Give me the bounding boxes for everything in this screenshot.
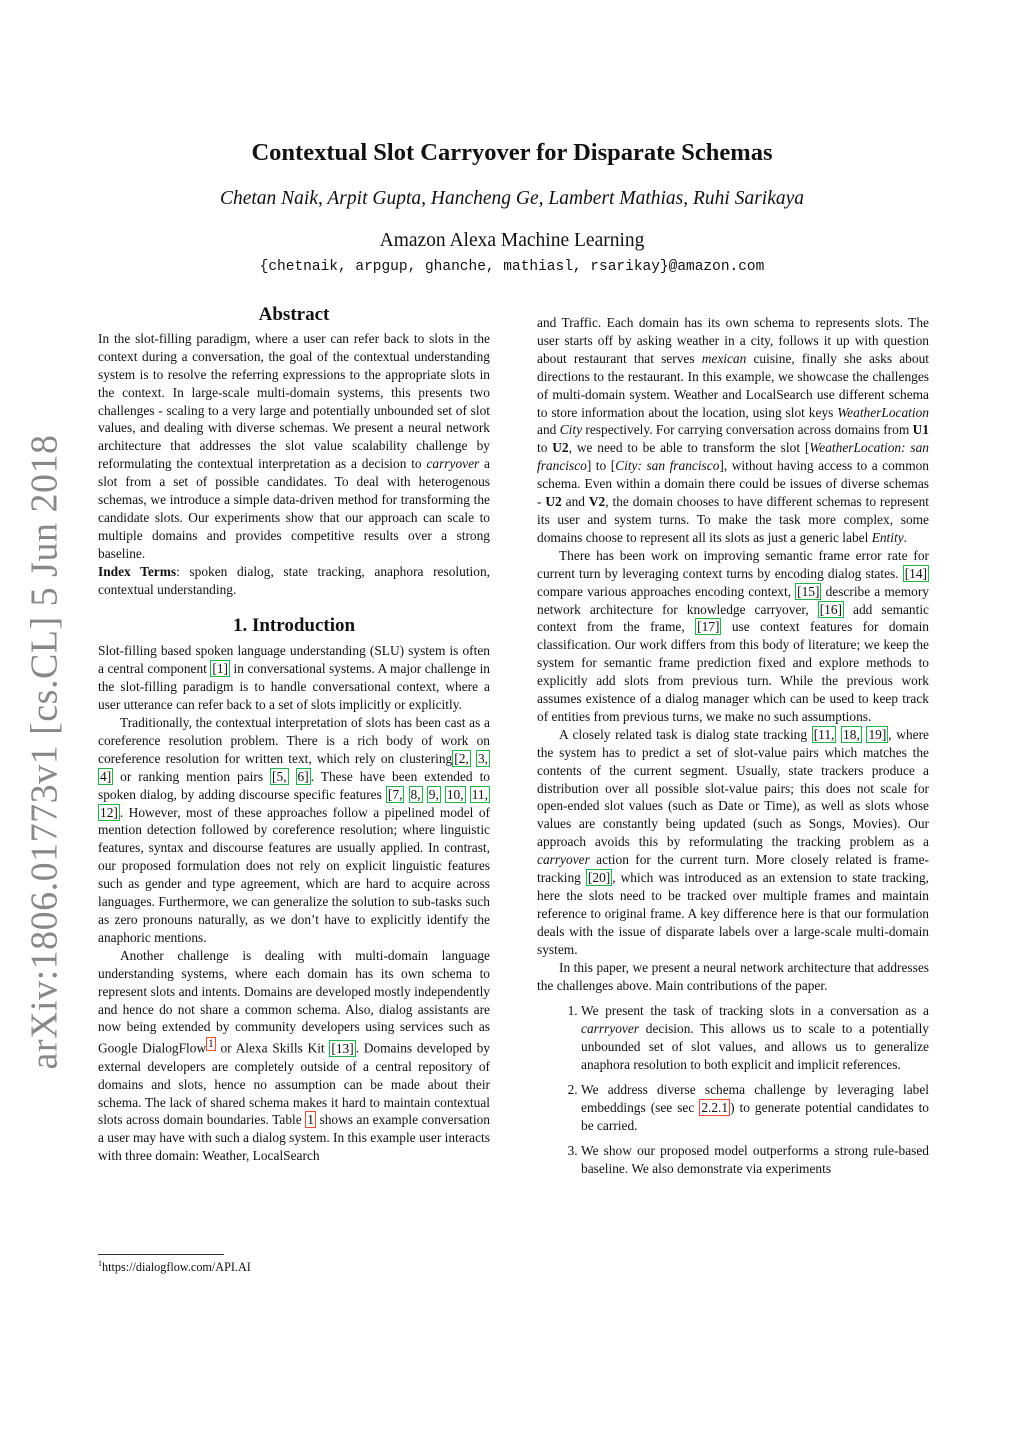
intro-paragraph-5: There has been work on improving semantic frame error rate for current turn by leveraging context turns by encoding dialog states. [14] compare various approaches encoding context, [15] describe a memory network architecture for knowledge carryover, [16] add semantic context from the frame, [17] use context features for domain classification. Our work differs from this body of literature; we keep the system for semantic frame prediction fixed and explore methods to explicitly add slots from previous turn. While the previous work assumes existence of a dialog manager which can be used to keep track of entities from previous turns, we make no such assumptions. (537, 547, 930, 724)
left-column (98, 306, 490, 1165)
citation-link[interactable]: 6] (297, 768, 309, 784)
citation-link[interactable]: [20] (587, 870, 611, 886)
intro-paragraph-6: A closely related task is dialog state tracking [11, 18, 19] , where the system has to predict a set of slot-value pairs which matches the contents of the current segment. Usually, state trackers produce a distribution over all possible slot-value pairs; this does not scale for open-ended slot values (such as Date or Time), as well as slots whose values are constantly being updated (such as Songs, Movies). Our approach avoids this by reformulating the tracking problem as a carryover action for the current turn. More closely related is frame-tracking [20] , which was introduced as an extension to state tracking, here the slots need to be tracked over multiple frames and maintain reference to original frame. A key difference here is that our formulation deals with the issue of disparate labels over a large-scale multi-domain system. (537, 726, 929, 957)
citation-link[interactable]: [14] (904, 565, 927, 581)
citation-link[interactable]: 3, (477, 750, 488, 766)
list-item: 1. We present the task of tracking slots in a conversation as a carrryover decision. This allows us to scale to a potentially unbounded set of slot values, and allows us to generalize anaphora resolution to both explicit and implicit references. (581, 1002, 929, 1074)
citation-link[interactable]: 10, (446, 786, 464, 802)
list-item: 2. We address diverse schema challenge by leveraging label embeddings (see sec 2.2.1 ) to generate potential candidates to be carried. (581, 1081, 929, 1135)
introduction-heading: 1. Introduction (232, 614, 356, 636)
intro-paragraph-7: In this paper, we present a neural network architecture that addresses the challenges above. Main contributions of the paper. (537, 959, 929, 993)
citation-link[interactable]: 9, (428, 786, 439, 802)
citation-link[interactable]: 19] (868, 726, 887, 742)
citation-link[interactable]: [11, (813, 726, 835, 742)
intro-paragraph-3: Another challenge is dealing with multi-domain language understanding systems, where each domain has its own schema to represent slots and intents. Domains are developed mostly independently and hence do not share a common schema. Also, dialog assistants are now being extended by community developers using services such as Google DialogFlow $^1$ or Alexa Skills Kit [13] . Domains developed by external developers are completely outside of a central repository of domains and slots, hence no assumption can be made about their schema. The lack of shared schema makes it hard to maintain contextual slots across domain boundaries. Table 1 shows an example conversation a user may have with such a dialog system. In this example user interacts with three domain: Weather, LocalSearch (98, 947, 490, 1164)
index-terms: Index Terms: spoken dialog, state tracking, anaphora resolution, contextual understanding. (98, 563, 490, 597)
citation-link[interactable]: [13] (331, 1040, 354, 1056)
affiliation: Amazon Alexa Machine Learning (379, 230, 645, 251)
footnote (98, 1254, 490, 1275)
arxiv-stamp-text: arXiv:1806.01773v1 [cs.CL] 5 Jun 2018 (23, 434, 66, 1070)
paper-title: Contextual Slot Carryover for Disparate Schemas (251, 139, 773, 166)
footnote-rule (98, 1254, 224, 1255)
contributions-list (537, 1002, 929, 1177)
footnote-text: https://dialogflow.com/API.AI (102, 1260, 251, 1275)
footnote-link[interactable]: 1 (208, 1038, 214, 1051)
author-list: Chetan Naik, Arpit Gupta, Hancheng Ge, Lambert Mathias, Ruhi Sarikaya (219, 188, 805, 209)
list-item: 3. We show our proposed model outperforms a strong rule-based baseline. We also demonstrate via experiments (581, 1142, 929, 1178)
right-column (537, 314, 929, 1185)
citation-link[interactable]: [2, (454, 750, 469, 766)
intro-paragraph-4: and Traffic. Each domain has its own schema to represents slots. The user starts off by asking weather in a city, follows it up with question about restaurant that serves mexican cuisine, finally she asks about directions to the restaurant. In this example, we showcase the challenges of multi-domain system. Weather and LocalSearch use different schema to store information about the location, using slot keys WeatherLocation and City respectively. For carrying conversation across domains from U1 to U2, we need to be able to transform the slot [WeatherLocation: san francisco] to [City: san francisco], without having access to a common schema. Even within a domain there could be issues of diverse schemas - U2 and V2, the domain chooses to have different schemas to represent its user and system turns. To make the task more complex, some domains choose to represent all its slots as just a generic label Entity. (537, 315, 929, 545)
intro-paragraph-1: Slot-filling based spoken language understanding (SLU) system is often a central component [1] in conversational systems. A major challenge in the slot-filling paradigm is to handle conversational context, where a user utterance can refer back to a set of slots implicitly or explicitly. (98, 643, 490, 713)
citation-link[interactable]: [7, (387, 786, 403, 802)
arxiv-stamp (4, 434, 84, 1070)
citation-link[interactable]: 12] (100, 804, 118, 820)
citation-link[interactable]: 8, (410, 786, 421, 802)
abstract-body: In the slot-filling paradigm, where a user can refer back to slots in the context during a conversation, the goal of the contextual understanding system is to resolve the referring expressions to the appropriate slots in the context. In large-scale multi-domain systems, this presents two challenges - scaling to a very large and potentially unbounded set of slot values, and dealing with diverse schemas. We present a neural network architecture that addresses the slot value scalability challenge by reformulating the contextual interpretation as a decision to carryover a slot from a set of possible candidates. To deal with heterogenous schemas, we introduce a simple data-driven method for transforming the candidate slots. Our experiments show that our approach can scale to multiple domains and provides competitive results over a strong baseline. (98, 330, 490, 561)
citation-link[interactable]: [15] (797, 583, 820, 599)
citation-link[interactable]: [17] (697, 619, 720, 635)
author-emails: {chetnaik, arpgup, ghanche, mathiasl, rsarikay}@amazon.com (259, 259, 765, 275)
footnote-mark: 1 (98, 1259, 102, 1268)
citation-link[interactable]: [16] (819, 601, 843, 617)
citation-link[interactable]: [1] (212, 661, 229, 677)
intro-paragraph-2: Traditionally, the contextual interpretation of slots has been cast as a coreference resolution problem. There is a rich body of work on coreference resolution for written text, which rely on clustering [2, 3, 4] or ranking mention pairs [5, 6] . These have been extended to spoken dialog, by adding discourse specific features [7, 8, 9, 10, 11, 12] . However, most of these approaches follow a pipelined model of mention detection followed by coreference resolution; where linguistic features, syntax and discourse features are usually applied. In contrast, our proposed formulation does not rely on explicit linguistic features such as gender and type agreement, which are hard to acquire across languages. Furthermore, we can generalize the solution to sub-tasks such as zero pronouns naturally, as we don’t have to explicitly identify the anaphoric mentions. (98, 715, 490, 945)
citation-link[interactable]: 4] (100, 768, 112, 784)
citation-link[interactable]: [5, (272, 768, 287, 784)
abstract-heading: Abstract (258, 304, 330, 325)
citation-link[interactable]: 11, (471, 786, 488, 802)
citation-link[interactable]: 18, (843, 726, 860, 742)
section-link[interactable]: 2.2.1 (701, 1099, 729, 1115)
table-link[interactable]: 1 (307, 1112, 314, 1128)
